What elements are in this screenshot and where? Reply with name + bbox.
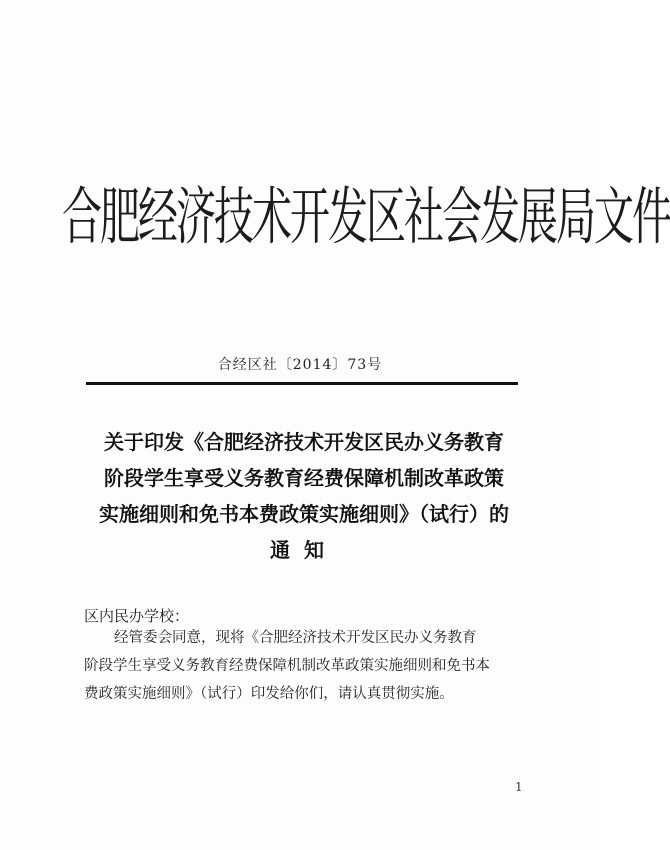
issuer-header: 合肥经济技术开发区社会发展局文件: [62, 182, 670, 254]
title-line: 通知: [270, 538, 338, 562]
page-number: 1: [515, 780, 523, 794]
body-line: 阶段学生享受义务教育经费保障机制改革政策实施细则和免书本: [84, 658, 490, 674]
salutation: 区内民办学校：: [84, 607, 190, 625]
notice-title: [70, 424, 538, 568]
header-divider-line: [86, 382, 518, 385]
title-line: 实施细则和免书本费政策实施细则》（试行）的: [99, 502, 509, 526]
document-number: 合经区社〔2014〕73号: [217, 357, 383, 373]
title-line: 阶段学生享受义务教育经费保障机制改革政策: [104, 466, 504, 490]
body-paragraph: [84, 624, 524, 708]
title-line: 关于印发《合肥经济技术开发区民办义务教育: [104, 430, 504, 454]
body-line: 经管委会同意，现将《合肥经济技术开发区民办义务教育: [114, 630, 477, 646]
body-line: 费政策实施细则》（试行）印发给你们，请认真贯彻实施。: [84, 686, 454, 702]
